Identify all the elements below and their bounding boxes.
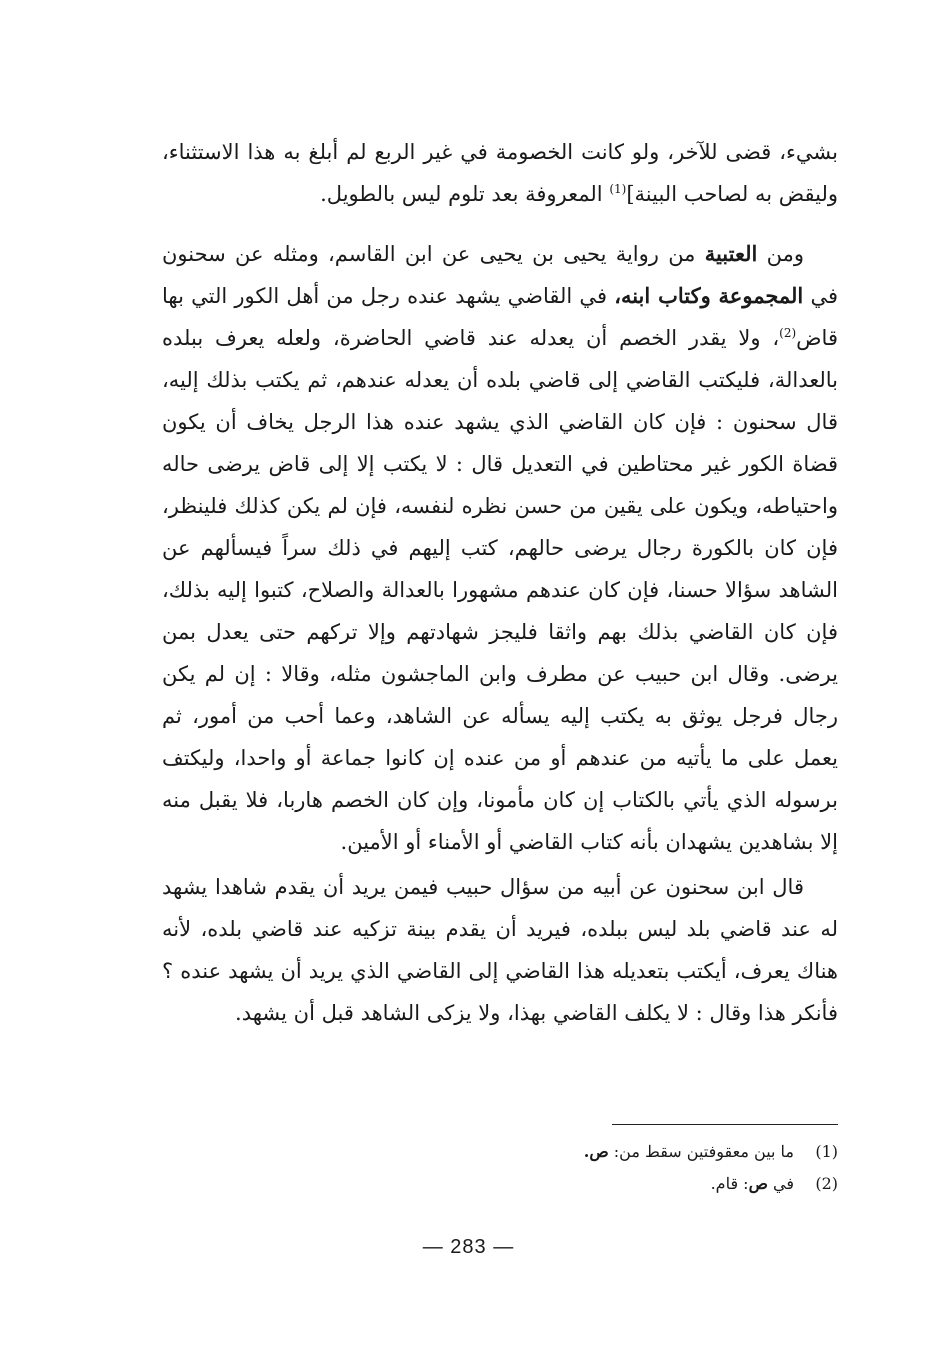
paragraph-2-text-a: ومن [757,242,804,266]
footnote-ref-2: (2) [779,326,797,340]
footnote-2-number: (2) [815,1174,838,1193]
footnote-1-number: (1) [815,1142,838,1161]
footnote-2 [338,1168,838,1200]
paragraph-2-text-d: في القاضي يشهد عنده رجل من أهل الكور التي بها قاض [162,284,838,350]
footnote-1 [338,1136,838,1168]
paragraph-2-text-c: من رواية يحيى بن يحيى عن ابن القاسم، ومثله عن سحنون في [162,242,839,308]
footnotes [338,1136,838,1200]
footnote-divider [612,1124,838,1125]
footnote-2-text: في [767,1174,794,1193]
paragraph-3 [162,866,838,1034]
footnote-ref-1: (1) [609,182,627,196]
paragraph-1-text-b: المعروفة بعد تلوم ليس بالطويل. [320,182,610,206]
paragraph-1 [162,131,838,215]
footnote-2-text-end: : قام. [710,1174,749,1193]
footnote-1-source: ص. [583,1142,609,1161]
paragraph-2-bold-title-1: العتبية [704,241,758,266]
paragraph-3-text: قال ابن سحنون عن أبيه من سؤال حبيب فيمن يريد أن يقدم شاهدا يشهد له عند قاضي بلد ليس ببلده، فيريد أن يقدم بينة تزكيه عند قاضي بلده، لأنه هناك يعرف، أيكتب بتعديله هذا القاضي إلى القاضي الذي يريد أن يشهد عنده ؟ فأنكر هذا وقال : لا يكلف القاضي بهذا، ولا يزكى الشاهد قبل أن يشهد. [162,875,838,1025]
paragraph-2-text-e: ، ولا يقدر الخصم أن يعدله عند قاضي الحاضرة، ولعله يعرف ببلده بالعدالة، فليكتب القاضي إلى قاضي بلده أن يعدله عندهم، ثم يكتب بذلك إليه، قال سحنون : فإن كان القاضي الذي يشهد عنده هذا الرجل يخاف أن يكون قضاة الكور غير محتاطين في التعديل قال : لا يكتب إلا إلى قاض يرضى حاله واحتياطه، ويكون على يقين من حسن نظره لنفسه، فإن لم يكن كذلك فلينظر، فإن كان بالكورة رجال يرضى حالهم، كتب إليهم في ذلك سراً فيسألهم عن الشاهد سؤالا حسنا، فإن كان عندهم مشهورا بالعدالة والصلاح، كتبوا إليه بذلك، فإن كان القاضي بذلك بهم واثقا فليجز شهادتهم وإلا تركهم حتى يعدل بمن يرضى. وقال ابن حبيب عن مطرف وابن الماجشون مثله، وقالا : إن لم يكن رجال فرجل يوثق به يكتب إليه يسأله عن الشاهد، وعما أحب من أمور، ثم يعمل على ما يأتيه من عندهم أو من عنده إن كانوا جماعة أو واحدا، وليكتف برسوله الذي يأتي بالكتاب إن كان مأمونا، وإن كان الخصم هاربا، فلا يقبل منه إلا بشاهدين يشهدان بأنه كتاب القاضي أو الأمناء أو الأمين. [162,326,838,854]
paragraph-2 [162,233,838,863]
footnote-2-source: ص [748,1174,768,1193]
paragraph-1-text-a: بشيء، قضى للآخر، ولو كانت الخصومة في غير الربع لم أبلغ به هذا الاستثناء، وليقض به لصاحب البينة] [162,140,838,206]
footnote-1-text: ما بين معقوفتين سقط من: [608,1142,794,1161]
paragraph-2-bold-title-2: المجموعة وكتاب ابنه، [614,283,804,308]
page-number: — 283 — [422,1236,515,1258]
